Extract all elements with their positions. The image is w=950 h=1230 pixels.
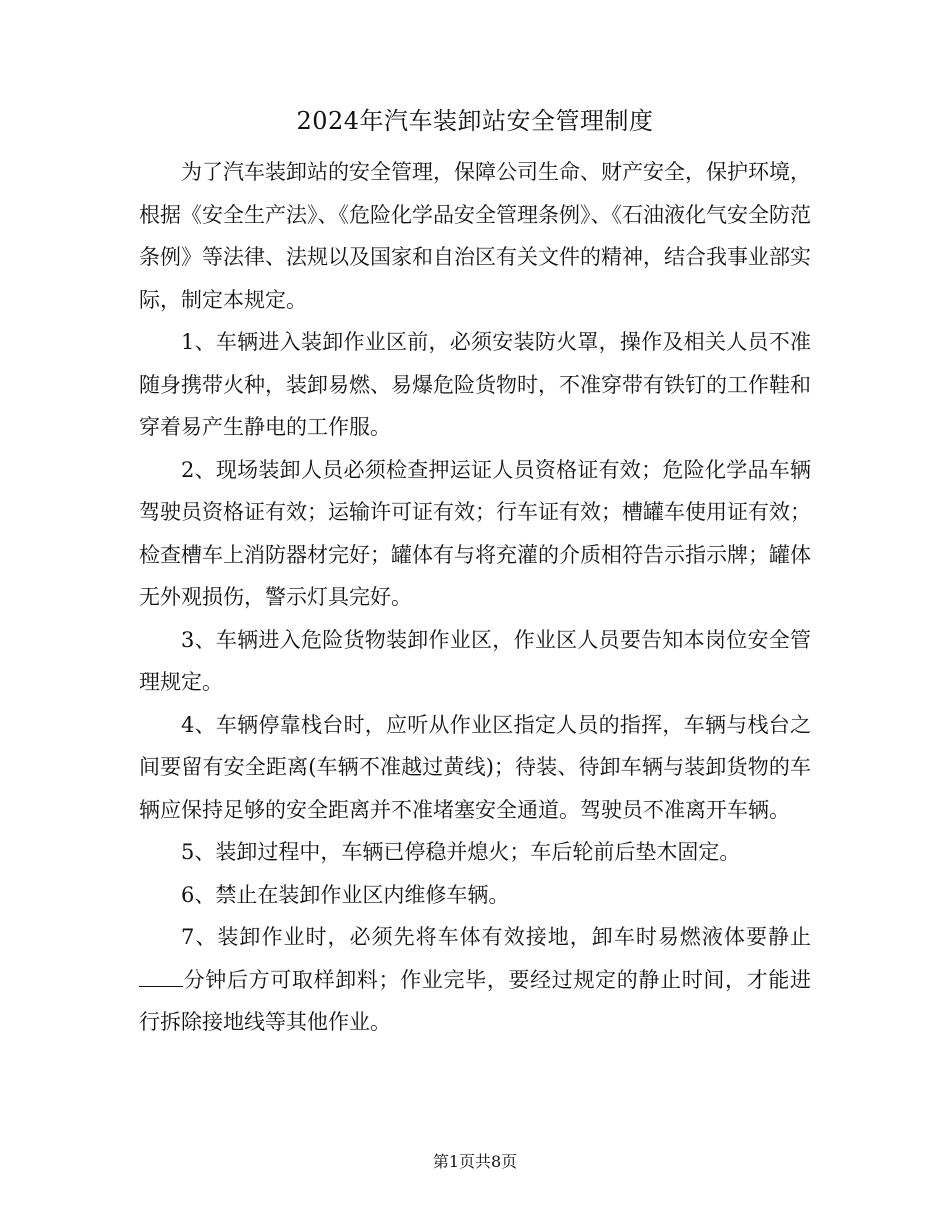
fill-in-blank xyxy=(139,968,183,987)
rule-item-6: 6、禁止在装卸作业区内维修车辆。 xyxy=(181,882,510,907)
rule-item-4: 4、车辆停靠栈台时，应听从作业区指定人员的指挥，车辆与栈台之间要留有安全距离(车辆不准越过黄线)；待装、待卸车辆与装卸货物的车辆应保持足够的安全距离并不准堵塞安全通道。驾驶员不准离开车辆。 xyxy=(139,712,811,822)
intro-paragraph: 为了汽车装卸站的安全管理，保障公司生命、财产安全，保护环境，根据《安全生产法》、《危险化学品安全管理条例》、《石油液化气安全防范条例》等法律、法规以及国家和自治区有关文件的精神，结合我事业部实际，制定本规定。 xyxy=(139,160,811,312)
document-title: 2024年汽车装卸站安全管理制度 xyxy=(296,107,654,135)
rule-item-5: 5、装卸过程中，车辆已停稳并熄火；车后轮前后垫木固定。 xyxy=(181,840,741,864)
rule-item-7-part-1: 7、装卸作业时，必须先将车体有效接地，卸车时易燃液体要静止 xyxy=(181,925,811,949)
rule-item-3: 3、车辆进入危险货物装卸作业区，作业区人员要告知本岗位安全管理规定。 xyxy=(139,627,811,694)
document-body xyxy=(139,151,811,1044)
rule-item-2: 2、现场装卸人员必须检查押运证人员资格证有效；危险化学品车辆驾驶员资格证有效；运输许可证有效；行车证有效；槽罐车使用证有效；检查槽车上消防器材完好；罐体有与将充灌的介质相符告示指示牌；罐体无外观损伤，警示灯具完好。 xyxy=(139,457,811,609)
rule-item-1: 1、车辆进入装卸作业区前，必须安装防火罩，操作及相关人员不准随身携带火种，装卸易燃、易爆危险货物时，不准穿带有铁钉的工作鞋和穿着易产生静电的工作服。 xyxy=(139,330,811,439)
page-number: 第1页共8页 xyxy=(432,1152,518,1171)
rule-item-7-part-2: 分钟后方可取样卸料；作业完毕，要经过规定的静止时间，才能进行拆除接地线等其他作业。 xyxy=(139,967,811,1034)
rule-item-7 xyxy=(139,916,811,1044)
